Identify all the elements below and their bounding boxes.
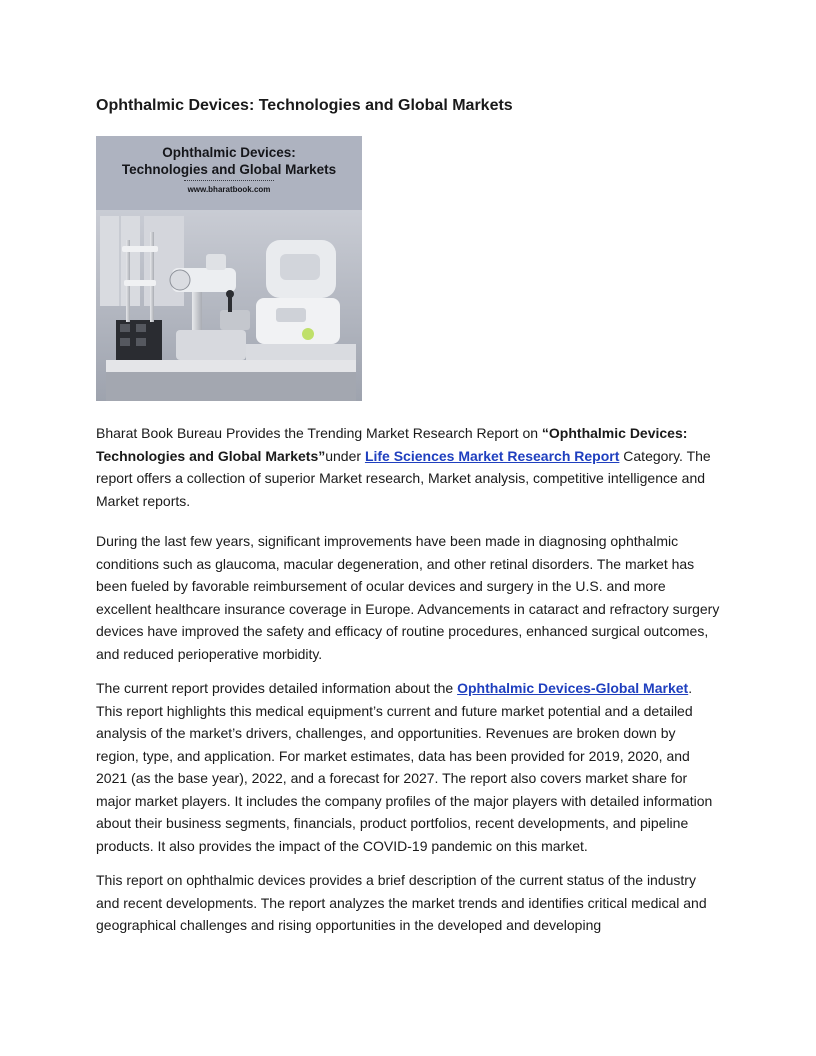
document-title: Ophthalmic Devices: Technologies and Global Markets [96, 97, 513, 114]
intro-text-a: Bharat Book Bureau Provides the Trending Market Research Report on [96, 425, 542, 441]
cover-image [96, 136, 362, 401]
details-text-b: . This report highlights this medical equipment’s current and future market potential and a detailed analysis of the market’s drivers, challenges, and opportunities. Revenues are broken down by region, type, and application. For market estimates, data has been provided for 2019, 2020, and 2021 (as the base year), 2022, and a forecast for 2027. The report also covers market share for major market players. It includes the company profiles of the major players with detailed information about their business segments, financials, product portfolios, recent developments, and pipeline products. It also provides the impact of the COVID-19 pandemic on this market. [96, 680, 713, 854]
report-name: “Ophthalmic Devices: Technologies and Global Markets” [96, 425, 688, 464]
document-page [96, 96, 720, 937]
cover-header [96, 136, 362, 210]
overview-paragraph: During the last few years, significant improvements have been made in diagnosing ophthalmic conditions such as glaucoma, macular degeneration, and other retinal disorders. The market has been fueled by favorable reimbursement of ocular devices and surgery in the U.S. and more excellent healthcare insurance coverage in Europe. Advancements in cataract and refractory surgery devices have improved the safety and efficacy of routine procedures, enhanced surgical outcomes, and reduced perioperative morbidity. [96, 533, 720, 662]
cover-divider [184, 180, 274, 181]
cover-url: www.bharatbook.com [187, 185, 271, 194]
details-text-a: The current report provides detailed information about the [96, 680, 458, 696]
ophthalmic-devices-global-market-link[interactable]: Ophthalmic Devices-Global Market [457, 680, 689, 696]
ophthalmic-equipment-icon [96, 210, 362, 401]
life-sciences-link[interactable]: Life Sciences Market Research Report [364, 447, 620, 464]
summary-paragraph: This report on ophthalmic devices provides a brief description of the current status of the industry and recent developments. The report analyzes the market trends and identifies critical medical and geographical challenges and rising opportunities in the developed and developing [96, 872, 707, 933]
intro-paragraph [96, 422, 720, 512]
intro-text-c: Category. The report offers a collection of superior Market research, Market analysis, competitive intelligence and Market reports. [96, 447, 711, 509]
intro-text-b: under [325, 447, 365, 464]
details-paragraph [96, 677, 720, 857]
cover-title: Ophthalmic Devices: Technologies and Global Markets [121, 145, 337, 177]
